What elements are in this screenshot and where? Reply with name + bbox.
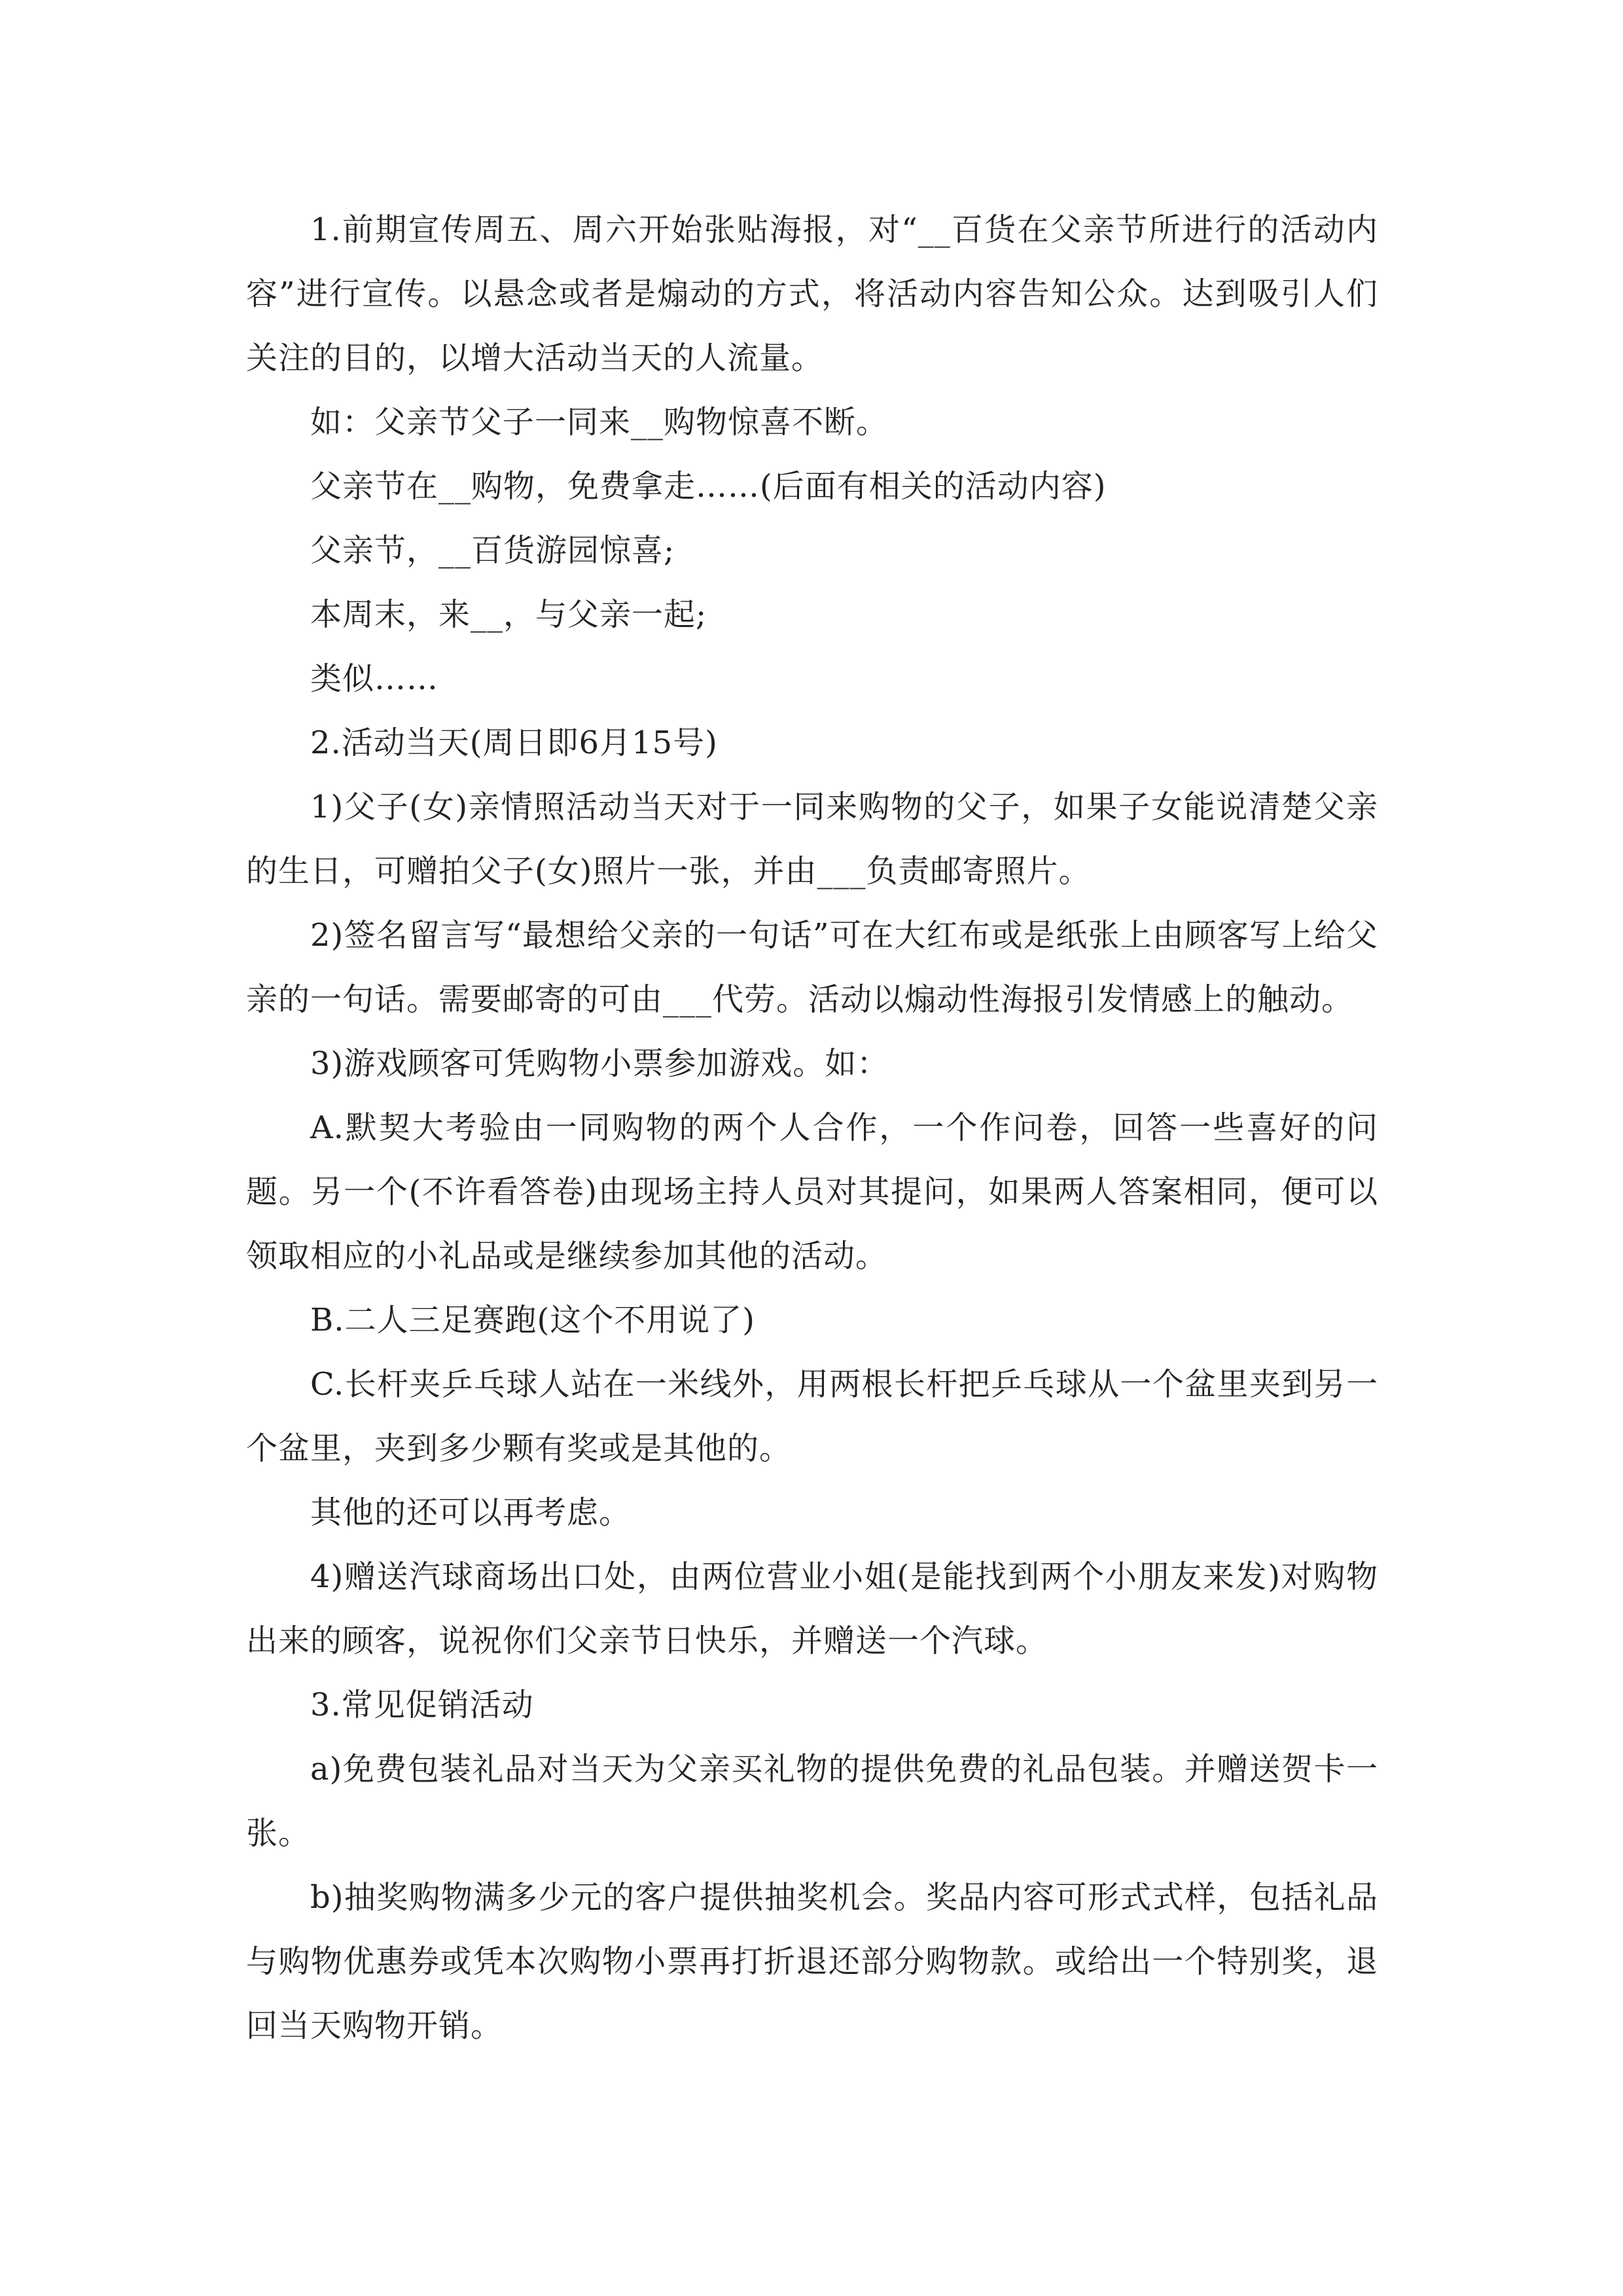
- paragraph-slogan-example: 如：父亲节父子一同来__购物惊喜不断。: [310, 404, 889, 440]
- paragraph-game-a: A.默契大考验由一同购物的两个人合作，一个作问卷，回答一些喜好的问题。另一个(不许看答卷)由现场主持人员对其提问，如果两人答案相同，便可以领取相应的小礼品或是继续参加其他的活动。: [246, 1109, 1378, 1274]
- paragraph-family-photo: 1)父子(女)亲情照活动当天对于一同来购物的父子，如果子女能说清楚父亲的生日，可赠拍父子(女)照片一张，并由___负责邮寄照片。: [246, 789, 1378, 889]
- paragraph-signature-message: 2)签名留言写“最想给父亲的一句话”可在大红布或是纸张上由顾客写上给父亲的一句话。需要邮寄的可由___代劳。活动以煽动性海报引发情感上的触动。: [246, 917, 1378, 1018]
- paragraph-lottery: b)抽奖购物满多少元的客户提供抽奖机会。奖品内容可形式式样，包括礼品与购物优惠券或凭本次购物小票再打折退还部分购物款。或给出一个特别奖，退回当天购物开销。: [246, 1879, 1378, 2044]
- paragraph-slogan-garden: 父亲节，__百货游园惊喜;: [310, 532, 675, 569]
- paragraph-promotions-heading: 3.常见促销活动: [310, 1687, 534, 1723]
- paragraph-game-c: C.长杆夹乒乓球人站在一米线外，用两根长杆把乒乓球从一个盆里夹到另一个盆里，夹到多少颗有奖或是其他的。: [246, 1366, 1378, 1467]
- paragraph-other-ideas: 其他的还可以再考虑。: [310, 1494, 632, 1531]
- paragraph-slogan-free: 父亲节在__购物，免费拿走……(后面有相关的活动内容): [310, 468, 1107, 505]
- document-body: [246, 198, 1378, 2058]
- paragraph-gift-wrapping: a)免费包装礼品对当天为父亲买礼物的提供免费的礼品包装。并赠送贺卡一张。: [246, 1751, 1378, 1852]
- paragraph-slogan-similar: 类似……: [310, 660, 439, 697]
- paragraph-event-day-heading: 2.活动当天(周日即6月15号): [310, 725, 718, 761]
- paragraph-games: 3)游戏顾客可凭购物小票参加游戏。如：: [310, 1045, 889, 1082]
- paragraph-slogan-weekend: 本周末，来__，与父亲一起;: [310, 596, 707, 633]
- paragraph-balloon-gift: 4)赠送汽球商场出口处，由两位营业小姐(是能找到两个小朋友来发)对购物出来的顾客，说祝你们父亲节日快乐，并赠送一个汽球。: [246, 1558, 1378, 1659]
- paragraph-pre-promotion: 1.前期宣传周五、周六开始张贴海报，对“__百货在父亲节所进行的活动内容”进行宣传。以悬念或者是煽动的方式，将活动内容告知公众。达到吸引人们关注的目的，以增大活动当天的人流量。: [246, 211, 1378, 376]
- paragraph-game-b: B.二人三足赛跑(这个不用说了): [310, 1302, 755, 1338]
